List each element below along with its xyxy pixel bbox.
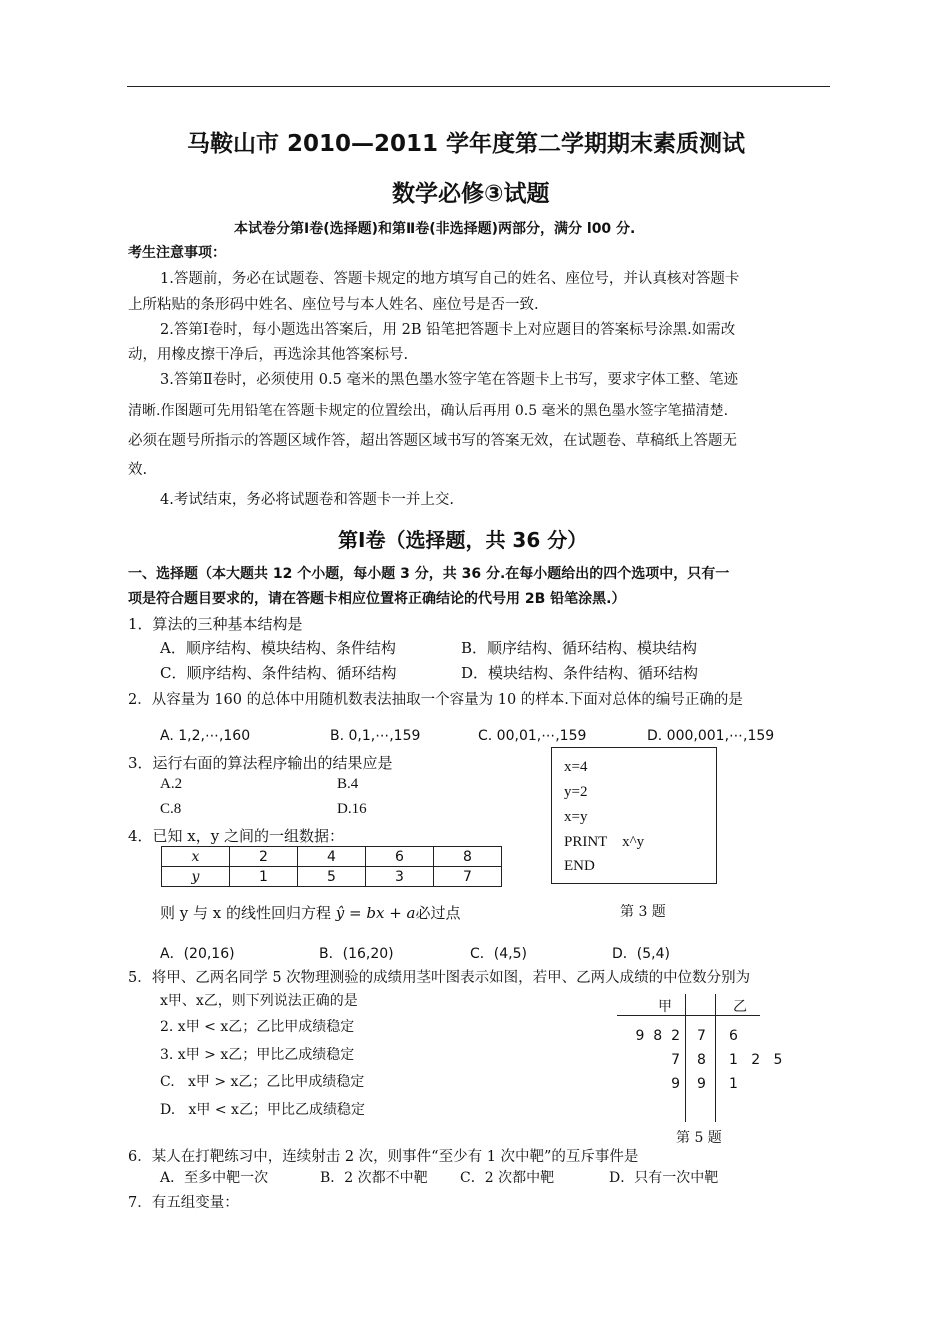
top-rule [127, 86, 830, 87]
q1-option-d: D．模块结构、条件结构、循环结构 [461, 664, 699, 682]
notice-line: 动，用橡皮擦干净后，再选涂其他答案标号. [128, 347, 409, 363]
plot-divider [715, 994, 716, 1122]
q6-option-d: D．只有一次中靶 [609, 1170, 719, 1186]
table-row [162, 867, 502, 887]
part1-instructions: 项是符合题目要求的，请在答题卡相应位置将正确结论的代号用 2B 铅笔涂黑.） [128, 591, 626, 607]
q4-option-b: B．(16,20) [319, 946, 394, 962]
table-cell: 5 [298, 867, 366, 887]
q4-text-post: 必过点 [415, 904, 461, 922]
code-line: y=2 [564, 784, 588, 800]
q3-caption: 第 3 题 [620, 904, 666, 920]
score-note: 本试卷分第Ⅰ卷(选择题)和第Ⅱ卷(非选择题)两部分，满分 l00 分. [234, 221, 636, 237]
table-cell: 6 [366, 847, 434, 867]
q6-stem: 6．某人在打靶练习中，连续射击 2 次，则事件“至少有 1 次中靶”的互斥事件是 [128, 1149, 639, 1165]
notice-line: 效. [128, 462, 148, 478]
q4-question-line [160, 902, 460, 923]
plot-leaves-left: 9 [671, 1076, 680, 1092]
table-header-x: x [162, 847, 230, 867]
notice-line: 2.答第Ⅰ卷时，每小题选出答案后，用 2B 铅笔把答题卡上对应题目的答案标号涂黑.如需改 [160, 322, 736, 338]
q7-stem: 7．有五组变量： [128, 1195, 239, 1211]
plot-stem: 7 [697, 1028, 706, 1044]
code-line: END [564, 858, 595, 874]
q5-option-d: D. x甲 < x乙；甲比乙成绩稳定 [160, 1102, 365, 1118]
q5-option-c: C. x甲 > x乙；乙比甲成绩稳定 [160, 1074, 365, 1090]
q5-caption: 第 5 题 [676, 1130, 722, 1146]
q3-option-b: B.4 [337, 776, 359, 792]
plot-leaves-left: 7 [671, 1052, 680, 1068]
table-cell: 4 [298, 847, 366, 867]
plot-leaves-left: 9 8 2 [635, 1028, 680, 1044]
q4-data-table [161, 846, 502, 887]
exam-subtitle: 数学必修③试题 [392, 181, 550, 207]
q2-option-d: D. 000,001,⋯,159 [647, 728, 775, 744]
table-cell: 8 [434, 847, 502, 867]
regression-formula: ŷ = bx + a [335, 904, 416, 922]
q1-stem: 1．算法的三种基本结构是 [128, 615, 303, 633]
q3-option-a: A.2 [160, 776, 183, 792]
exam-title: 马鞍山市 2010—2011 学年度第二学期期末素质测试 [187, 131, 746, 157]
q3-program-box [551, 747, 717, 884]
q2-option-b: B. 0,1,⋯,159 [330, 728, 421, 744]
q5-option-2: 3. x甲 > x乙；甲比乙成绩稳定 [160, 1047, 355, 1063]
q6-option-c: C．2 次都中靶 [460, 1170, 555, 1186]
q2-stem: 2．从容量为 160 的总体中用随机数表法抽取一个容量为 10 的样本.下面对总体的编号正确的是 [128, 692, 743, 708]
notice-line: 4.考试结束，务必将试题卷和答题卡一并上交. [160, 492, 454, 508]
table-header-y: y [162, 867, 230, 887]
q4-option-a: A．(20,16) [160, 946, 235, 962]
q4-option-c: C．(4,5) [470, 946, 527, 962]
code-line: x=y [564, 809, 588, 825]
plot-header-right: 乙 [733, 999, 747, 1015]
notice-line: 1.答题前，务必在试题卷、答题卡规定的地方填写自己的姓名、座位号，并认真核对答题卡 [160, 271, 740, 287]
plot-leaves-right: 1 2 5 [729, 1052, 783, 1068]
q3-stem: 3．运行右面的算法程序输出的结果应是 [128, 754, 393, 772]
notice-heading: 考生注意事项： [128, 245, 226, 261]
table-cell: 1 [230, 867, 298, 887]
code-line: PRINT x^y [564, 834, 645, 850]
part1-instructions: 一、选择题（本大题共 12 个小题，每小题 3 分，共 36 分.在每小题给出的四个选项中，只有一 [128, 566, 730, 582]
table-cell: 3 [366, 867, 434, 887]
plot-leaves-right: 1 [729, 1076, 738, 1092]
plot-stem: 9 [697, 1076, 706, 1092]
q5-option-1: 2. x甲 < x乙；乙比甲成绩稳定 [160, 1019, 355, 1035]
notice-line: 上所粘贴的条形码中姓名、座位号与本人姓名、座位号是否一致. [128, 297, 539, 313]
q3-option-d: D.16 [337, 801, 367, 817]
plot-header-left: 甲 [658, 999, 672, 1015]
q5-medians-line: x甲、x乙，则下列说法正确的是 [160, 993, 358, 1009]
notice-line: 3.答第Ⅱ卷时，必须使用 0.5 毫米的黑色墨水签字笔在答题卡上书写，要求字体工整、笔迹 [160, 372, 738, 388]
q4-text-pre: 则 y 与 x 的线性回归方程 [160, 904, 336, 922]
q6-option-a: A．至多中靶一次 [160, 1170, 269, 1186]
table-cell: 7 [434, 867, 502, 887]
q2-option-a: A. 1,2,⋯,160 [160, 728, 251, 744]
q1-option-b: B．顺序结构、循环结构、模块结构 [461, 639, 698, 657]
q2-option-c: C. 00,01,⋯,159 [478, 728, 587, 744]
q5-stem: 5．将甲、乙两名同学 5 次物理测验的成绩用茎叶图表示如图，若甲、乙两人成绩的中位数分别为 [128, 970, 751, 986]
part1-heading: 第Ⅰ卷（选择题，共 36 分） [338, 528, 588, 552]
plot-stem: 8 [697, 1052, 706, 1068]
table-cell: 2 [230, 847, 298, 867]
plot-divider [685, 994, 686, 1122]
q6-option-b: B．2 次都不中靶 [320, 1170, 428, 1186]
table-row [162, 847, 502, 867]
q4-stem: 4．已知 x，y 之间的一组数据： [128, 827, 345, 845]
q1-option-c: C．顺序结构、条件结构、循环结构 [160, 664, 397, 682]
notice-line: 必须在题号所指示的答题区域作答，超出答题区域书写的答案无效，在试题卷、草稿纸上答题无 [128, 433, 737, 449]
q1-option-a: A．顺序结构、模块结构、条件结构 [160, 639, 396, 657]
notice-line: 清晰.作图题可先用铅笔在答题卡规定的位置绘出，确认后再用 0.5 毫米的黑色墨水签字笔描清楚. [128, 403, 729, 419]
code-line: x=4 [564, 759, 588, 775]
q3-option-c: C.8 [160, 801, 182, 817]
plot-leaves-right: 6 [729, 1028, 738, 1044]
q4-option-d: D．(5,4) [612, 946, 670, 962]
